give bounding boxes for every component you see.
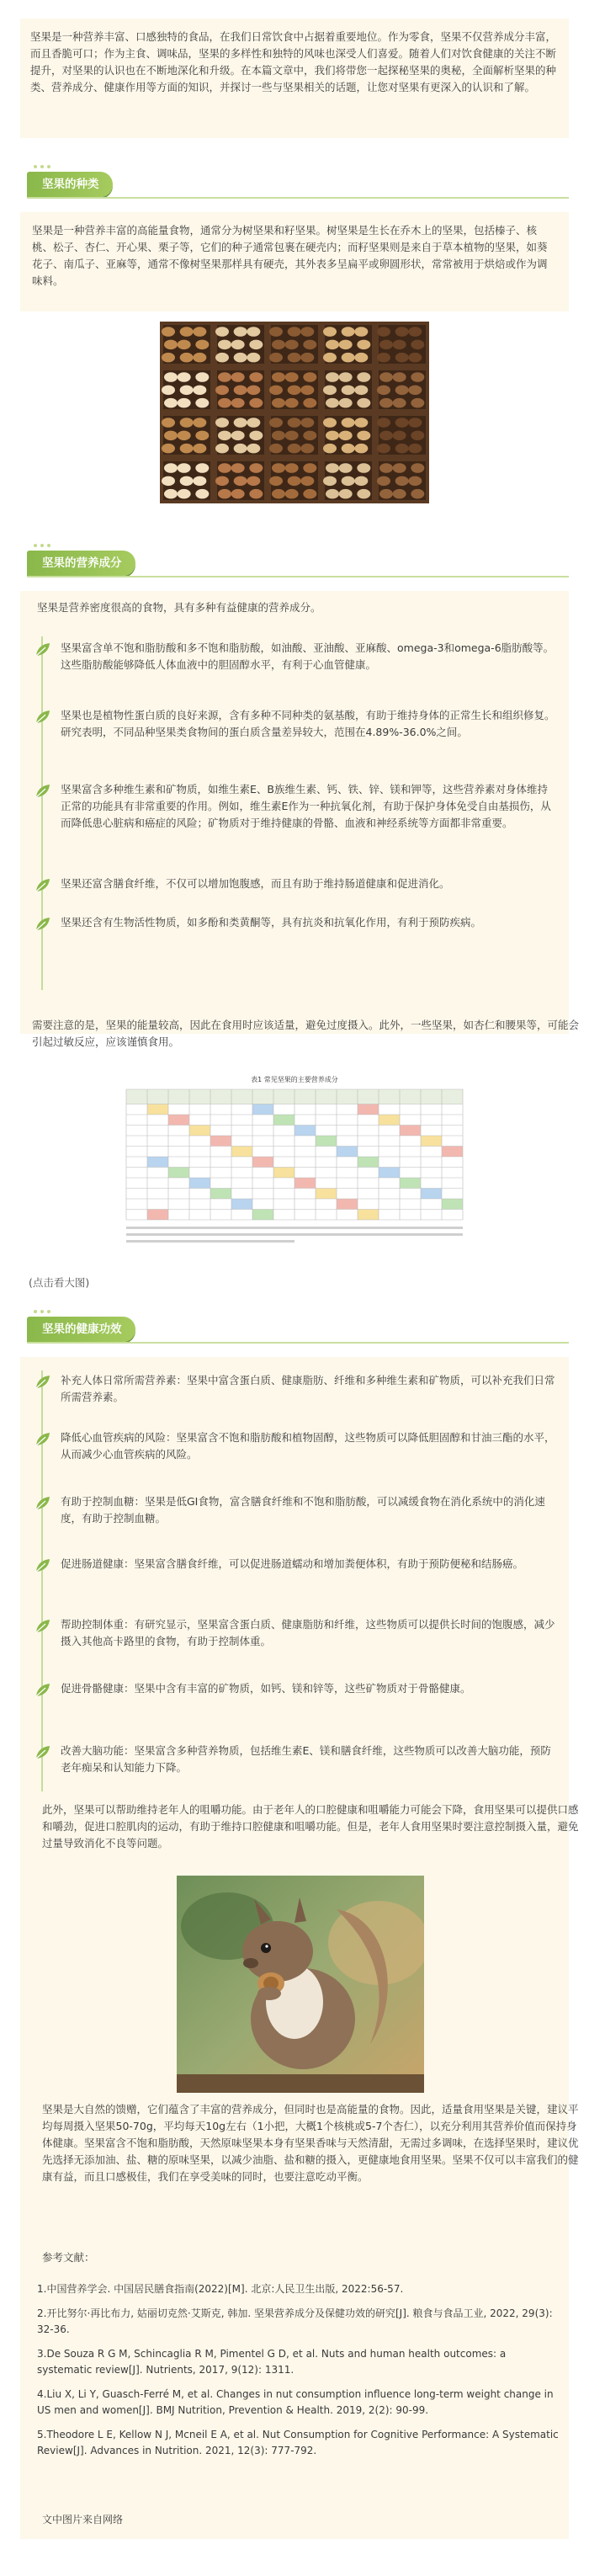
leaf-icon bbox=[34, 1744, 52, 1761]
list-item-text: 坚果也是植物性蛋白质的良好来源，含有多种不同种类的氨基酸，有助于维持身体的正常生长和组织修复。研究表明，不同品种坚果类食物间的蛋白质含量差异较大，范围在4.89%-36.0%之间。 bbox=[61, 709, 555, 738]
list-item bbox=[32, 1743, 555, 1793]
list-item bbox=[32, 1429, 555, 1493]
nutrition-lead: 坚果是营养密度很高的食物，具有多种有益健康的营养成分。 bbox=[37, 601, 321, 614]
leaf-icon bbox=[34, 641, 52, 658]
references-heading: 参考文献： bbox=[42, 2251, 95, 2264]
section-title-health: 坚果的健康功效 bbox=[27, 1317, 135, 1342]
elderly-paragraph: 此外，坚果可以帮助维持老年人的咀嚼功能。由于老年人的口腔健康和咀嚼能力可能会下降，食用坚果可以提供口感和嚼劲，促进口腔肌肉的运动，有助于维持口腔健康和咀嚼功能。但是，老年人食用坚果时要注意控制摄入量，避免过量导致消化不良等问题。 bbox=[42, 1803, 579, 1850]
leaf-icon bbox=[34, 1557, 52, 1574]
leaf-icon bbox=[34, 1495, 52, 1512]
list-item-text: 坚果还含有生物活性物质，如多酚和类黄酮等，具有抗炎和抗氧化作用，有利于预防疾病。 bbox=[61, 916, 482, 929]
nutrition-list bbox=[32, 640, 555, 961]
list-item-text: 促进肠道健康：坚果富含膳食纤维，可以促进肠道蠕动和增加粪便体积，有助于预防便秘和结肠癌。 bbox=[61, 1557, 524, 1570]
list-item-text: 坚果富含单不饱和脂肪酸和多不饱和脂肪酸，如油酸、亚油酸、亚麻酸、omega-3和omega-6脂肪酸等。这些脂肪酸能够降低人体血液中的胆固醇水平，有利于心血管健康。 bbox=[61, 641, 555, 671]
image-source-note: 文中图片来自网络 bbox=[42, 2514, 124, 2525]
leaf-icon bbox=[34, 1374, 52, 1391]
list-item-text: 帮助控制体重：有研究显示，坚果富含蛋白质、健康脂肪和纤维，这些物质可以提供长时间的饱腹感，减少摄入其他高卡路里的食物，有助于控制体重。 bbox=[61, 1618, 555, 1647]
list-item bbox=[32, 1556, 555, 1616]
list-item bbox=[32, 1680, 555, 1743]
leaf-icon bbox=[34, 916, 52, 933]
types-card bbox=[20, 212, 569, 311]
squirrel-photo bbox=[177, 1876, 424, 2093]
list-item bbox=[32, 1616, 555, 1680]
table-title: 表1 常见坚果的主要营养成分 bbox=[251, 1076, 338, 1083]
list-item-text: 改善大脑功能：坚果富含多种营养物质，包括维生素E、镁和膳食纤维，这些物质可以改善大脑功能，预防老年痴呆和认知能力下降。 bbox=[61, 1744, 551, 1774]
reference-item: 2.开比努尔·再比布力, 姑丽切克然·艾斯克, 韩加. 坚果营养成分及保健功效的研究[J]. 粮食与食品工业, 2022, 29(3): 32-36. bbox=[37, 2307, 553, 2335]
nutrition-table-image[interactable] bbox=[118, 1071, 471, 1254]
section-divider bbox=[27, 197, 569, 199]
list-item-text: 有助于控制血糖：坚果是低GI食物，富含膳食纤维和不饱和脂肪酸，可以减缓食物在消化系统中的消化速度，有助于控制血糖。 bbox=[61, 1495, 545, 1525]
list-item bbox=[32, 640, 555, 707]
list-item bbox=[32, 914, 555, 961]
image-caption[interactable]: (点击看大图) bbox=[29, 1276, 90, 1289]
section-divider bbox=[27, 1342, 569, 1344]
list-item-text: 坚果还富含膳食纤维，不仅可以增加饱腹感，而且有助于维持肠道健康和促进消化。 bbox=[61, 877, 450, 890]
intro-card bbox=[20, 19, 569, 138]
section-header-nutrition bbox=[20, 539, 569, 586]
leaf-icon bbox=[34, 709, 52, 726]
list-item bbox=[32, 781, 555, 876]
list-item bbox=[32, 1493, 555, 1556]
reference-item: 3.De Souza R G M, Schincaglia R M, Pimentel G D, et al. Nuts and human health outcomes: a systematic review[J]. Nutrients, 2017, 9(12): 1311. bbox=[37, 2348, 507, 2376]
section-divider bbox=[27, 576, 569, 577]
leaf-icon bbox=[34, 1431, 52, 1448]
leaf-icon bbox=[34, 1618, 52, 1635]
leaf-icon bbox=[34, 1682, 52, 1699]
conclusion-paragraph: 坚果是大自然的馈赠，它们蕴含了丰富的营养成分，但同时也是高能量的食物。因此，适量食用坚果是关键，建议平均每周摄入坚果50-70g，平均每天10g左右（1小把，大概1个核桃或5-7个杏仁），以充分利用其营养价值而保持身体健康。坚果富含不饱和脂肪酸，天然原味坚果本身有坚果香味与天然清甜，无需过多调味，在选择坚果时，建议优先选择无添加油、盐、糖的原味坚果，以减少油脂、盐和糖的摄入，更健康地食用坚果。坚果不仅可以丰富我们的健康有益，而且口感极佳，我们在享受美味的同时，也要注意吃动平衡。 bbox=[42, 2103, 579, 2183]
references-list bbox=[37, 2281, 559, 2467]
section-header-types bbox=[20, 160, 569, 207]
types-paragraph: 坚果是一种营养丰富的高能量食物，通常分为树坚果和籽坚果。树坚果是生长在乔木上的坚果，包括榛子、核桃、松子、杏仁、开心果、栗子等，它们的种子通常包裹在硬壳内；而籽坚果则是来自于草本植物的坚果，如葵花子、南瓜子、亚麻等，通常不像树坚果那样具有硬壳，其外表多呈扁平或卵圆形状，常常被用于烘焙或作为调味料。 bbox=[32, 224, 548, 287]
reference-item: 5.Theodore L E, Kellow N J, Mcneil E A, et al. Nut Consumption for Cognitive Performance: A Systematic Review[J]. Advances in Nutrition. 2021, 12(3): 777-792. bbox=[37, 2429, 559, 2456]
leaf-icon bbox=[34, 877, 52, 894]
reference-item: 4.Liu X, Li Y, Guasch-Ferré M, et al. Changes in nut consumption influence long-term weight change in US men and women[J]. BMJ Nutrition, Prevention & Health. 2019, 2(2): 90-99. bbox=[37, 2388, 554, 2416]
nutrition-note: 需要注意的是，坚果的能量较高，因此在食用时应该适量，避免过度摄入。此外，一些坚果，如杏仁和腰果等，可能会引起过敏反应，应该谨慎食用。 bbox=[32, 1019, 580, 1048]
list-item bbox=[32, 707, 555, 781]
list-item-text: 坚果富含多种维生素和矿物质，如维生素E、B族维生素、钙、铁、锌、镁和钾等，这些营养素对身体维持正常的功能具有非常重要的作用。例如，维生素E作为一种抗氧化剂，有助于保护身体免受自由基损伤，从而降低患心脏病和癌症的风险；矿物质对于维持健康的骨骼、血液和神经系统等方面都非常重要。 bbox=[61, 783, 551, 829]
reference-item: 1.中国营养学会. 中国居民膳食指南(2022)[M]. 北京:人民卫生出版, 2022:56-57. bbox=[37, 2283, 404, 2295]
list-item-text: 降低心血管疾病的风险：坚果富含不饱和脂肪酸和植物固醇，这些物质可以降低胆固醇和甘油三酯的水平，从而减少心血管疾病的风险。 bbox=[61, 1431, 555, 1461]
health-list bbox=[32, 1372, 555, 1793]
list-item bbox=[32, 876, 555, 914]
section-title-nutrition: 坚果的营养成分 bbox=[27, 551, 135, 576]
list-item bbox=[32, 1372, 555, 1429]
intro-paragraph: 坚果是一种营养丰富、口感独特的食品，在我们日常饮食中占据着重要地位。作为零食，坚果不仅营养成分丰富，而且香脆可口；作为主食、调味品，坚果的多样性和独特的风味也深受人们喜爱。随着人们对饮食健康的关注不断提升，对坚果的认识也在不断地深化和升级。在本篇文章中，我们将带您一起探秘坚果的奥秘，全面解析坚果的种类、营养成分、健康作用等方面的知识，并探讨一些与坚果相关的话题，让您对坚果有更深入的认识和了解。 bbox=[30, 30, 557, 93]
section-header-health bbox=[20, 1305, 569, 1352]
section-title-types: 坚果的种类 bbox=[27, 172, 113, 197]
nuts-tray-image bbox=[160, 322, 429, 503]
list-item-text: 促进骨骼健康：坚果中含有丰富的矿物质，如钙、镁和锌等，这些矿物质对于骨骼健康。 bbox=[61, 1682, 471, 1695]
leaf-icon bbox=[34, 783, 52, 800]
list-item-text: 补充人体日常所需营养素：坚果中富含蛋白质、健康脂肪、纤维和多种维生素和矿物质，可以补充我们日常所需营养素。 bbox=[61, 1374, 555, 1403]
